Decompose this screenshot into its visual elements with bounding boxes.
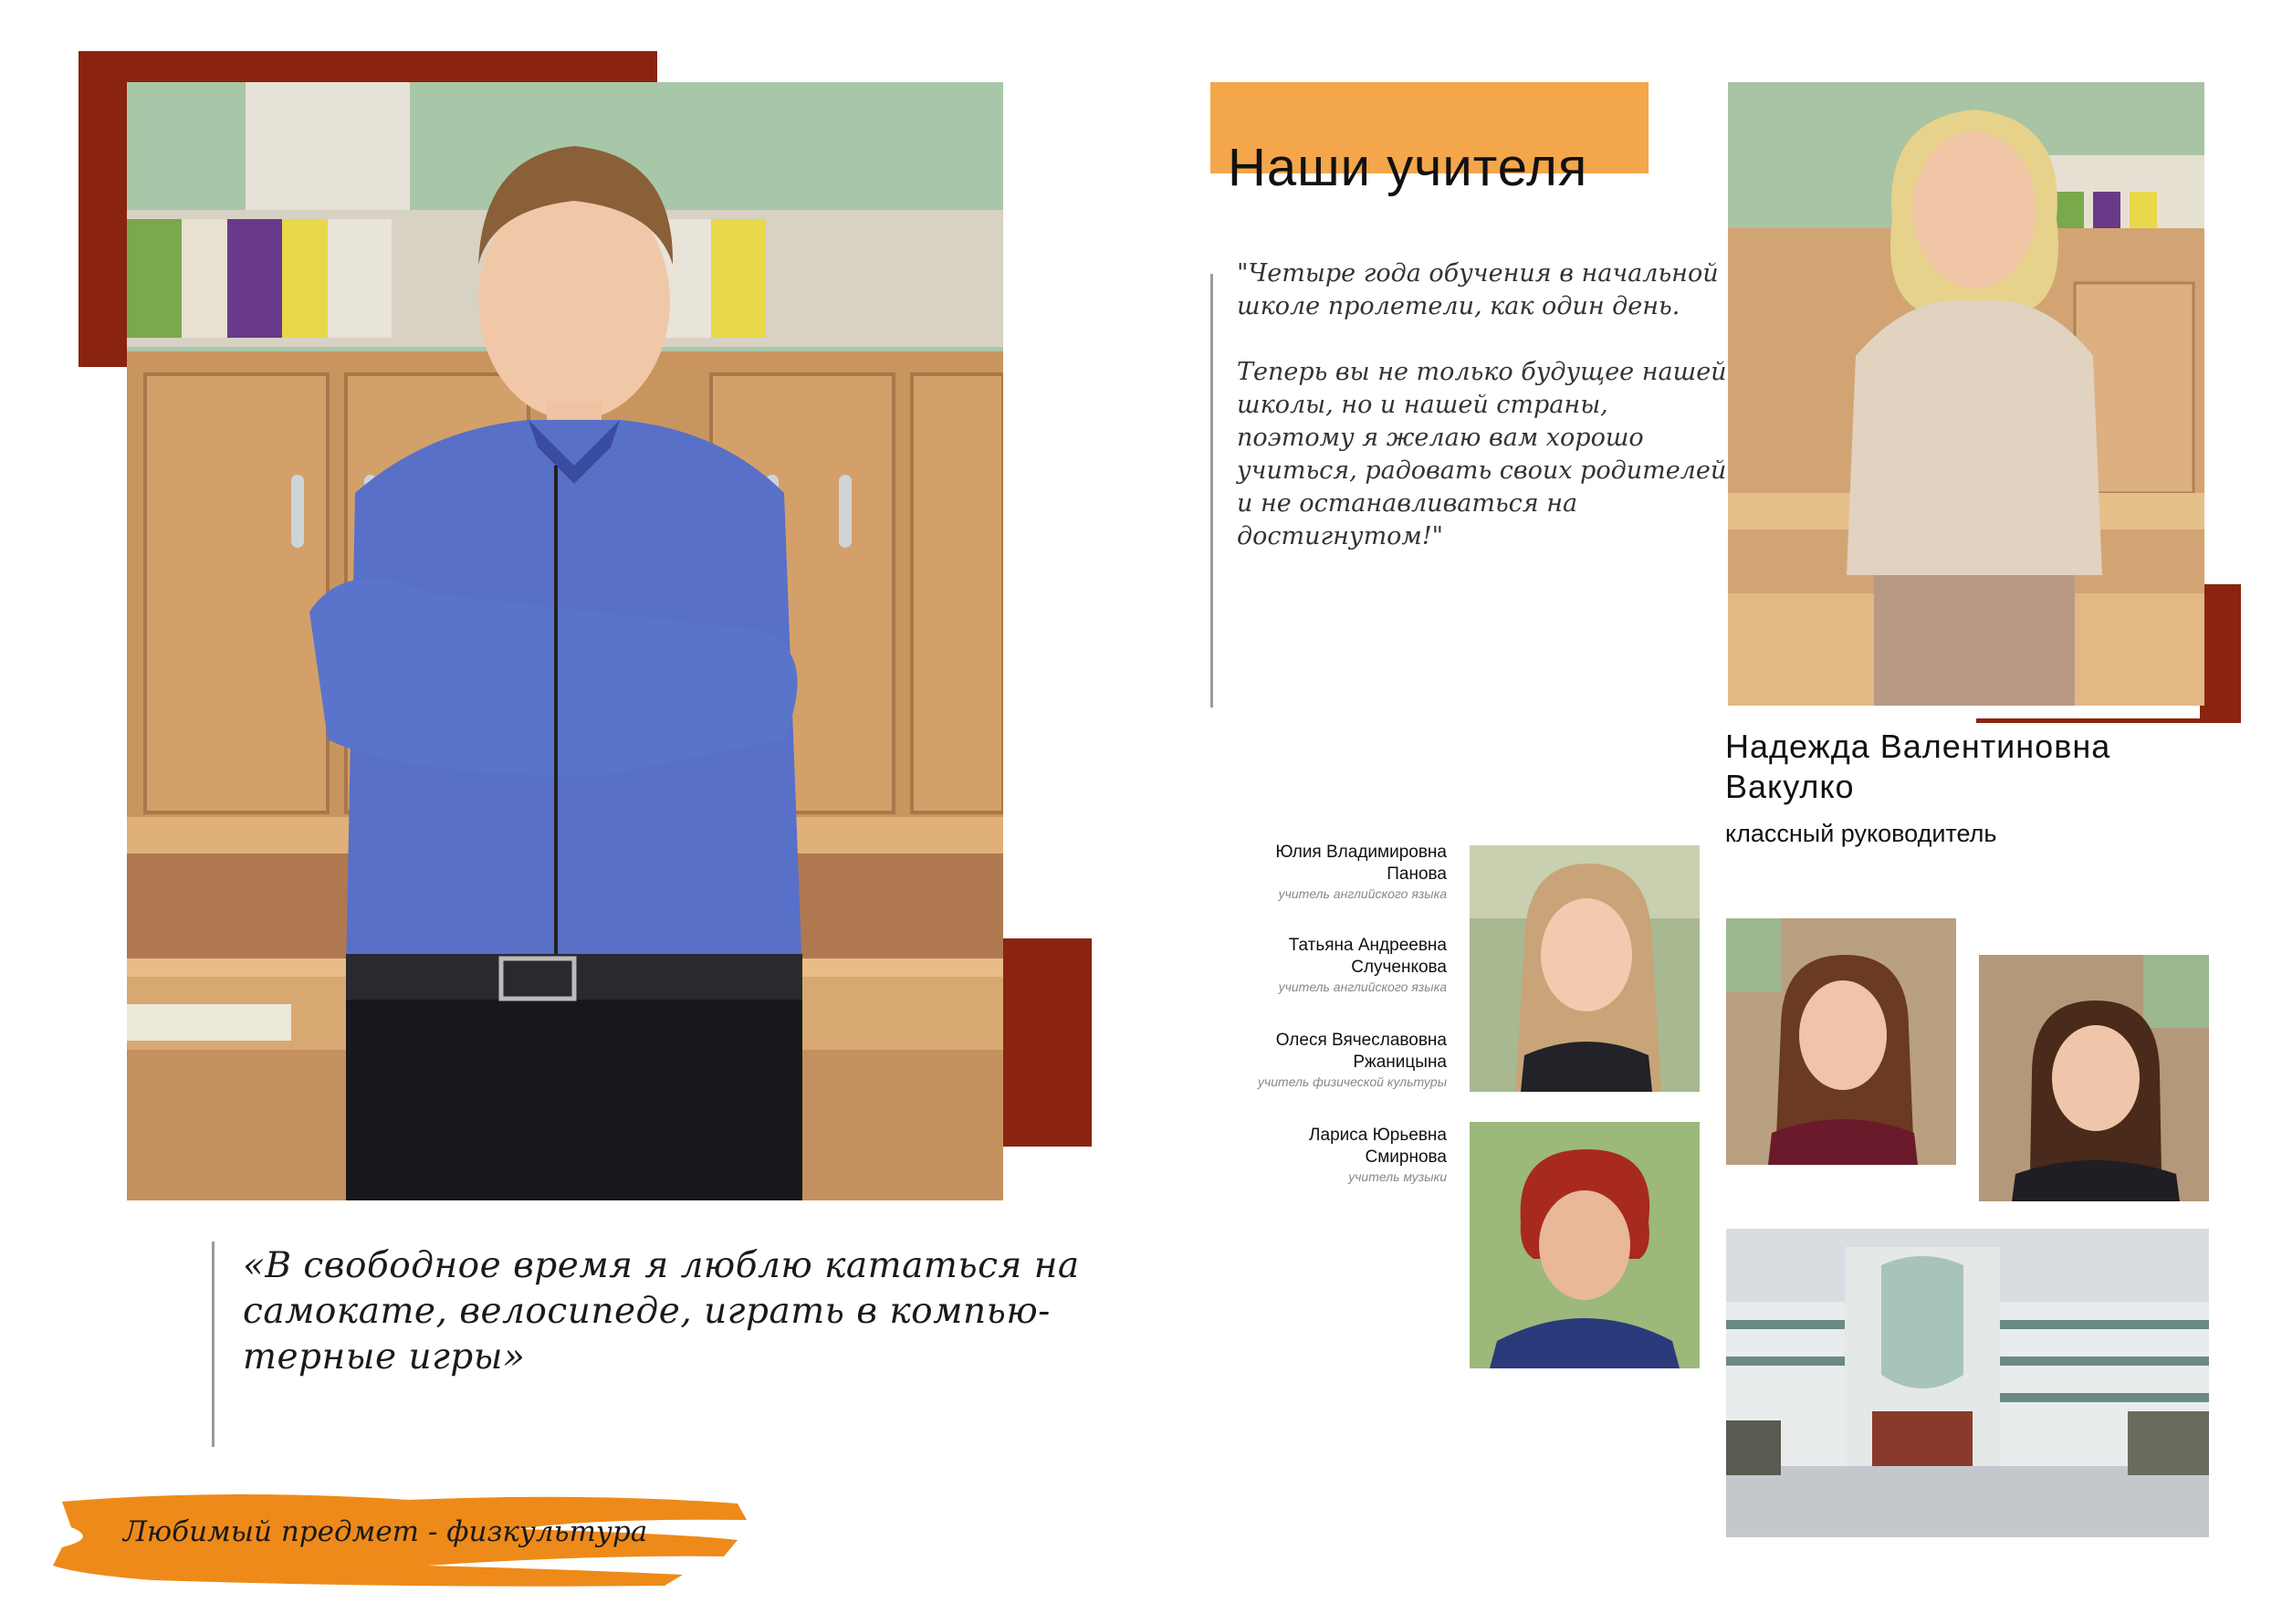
- teacher-entry: [1100, 842, 1447, 902]
- teacher-entry: [1100, 1125, 1447, 1185]
- quote-divider-right: [1210, 274, 1213, 707]
- student-quote: «В свободное время я люблю кататься на самокате, велосипеде, играть в компью-терные игры»: [243, 1245, 1080, 1378]
- main-teacher-role: классный руководитель: [1725, 820, 1997, 847]
- teacher-name: Лариса Юрьевна: [1309, 1126, 1447, 1145]
- teacher-photo: [1726, 918, 1956, 1165]
- teacher-name: Олеся Вячеславовна: [1275, 1031, 1447, 1050]
- teacher-role: учитель английского языка: [1278, 980, 1447, 994]
- teacher-photo: [1470, 845, 1700, 1092]
- teacher-entry: [1100, 935, 1447, 995]
- teacher-entry: [1100, 1030, 1447, 1090]
- teacher-surname: Смирнова: [1365, 1147, 1447, 1167]
- main-photo-frame-accent: [2200, 584, 2241, 723]
- school-building-photo: [1726, 1229, 2209, 1537]
- quote-divider-left: [212, 1242, 215, 1447]
- teacher-name: Татьяна Андреевна: [1288, 936, 1447, 955]
- teacher-role: учитель физической культуры: [1257, 1074, 1447, 1089]
- favorite-subject: Любимый предмет - физкультура: [123, 1515, 648, 1548]
- teacher-name: Юлия Владимировна: [1275, 843, 1447, 862]
- teacher-quote: "Четыре года обучения в начальной школе пролетели, как один день. Теперь вы не только будущее нашей школы, но и нашей страны, поэтому я желаю вам хорошо учиться, радовать своих родителей и не останавливаться на достигнутом!": [1237, 259, 1727, 550]
- main-teacher-name: Надежда Валентиновна Вакулко: [1725, 728, 2111, 805]
- teacher-role: учитель английского языка: [1278, 886, 1447, 901]
- main-teacher-photo: [1728, 82, 2204, 706]
- teacher-surname: Слученкова: [1351, 958, 1447, 977]
- section-title: Наши учителя: [1228, 138, 1588, 197]
- student-photo: [127, 82, 1003, 1200]
- teacher-role: учитель музыки: [1348, 1169, 1447, 1184]
- teacher-photo: [1979, 955, 2209, 1201]
- teacher-surname: Панова: [1387, 864, 1447, 884]
- teacher-surname: Ржаницына: [1353, 1053, 1447, 1072]
- teacher-photo: [1470, 1122, 1700, 1368]
